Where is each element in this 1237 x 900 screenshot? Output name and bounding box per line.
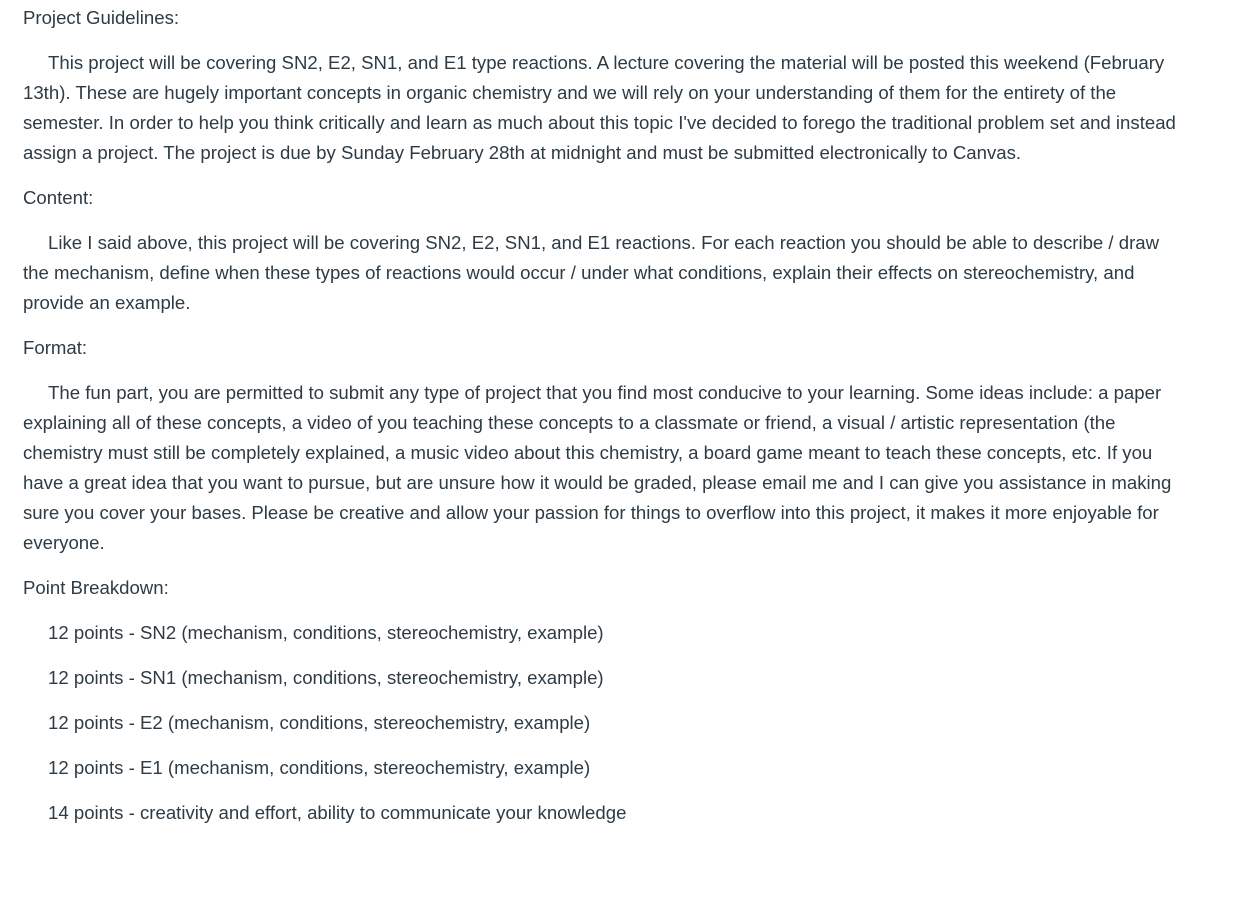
point-breakdown-heading: Point Breakdown: — [23, 577, 169, 598]
point-breakdown-list — [48, 618, 1177, 828]
content-heading: Content: — [23, 187, 94, 208]
point-item-e1: 12 points - E1 (mechanism, conditions, stereochemistry, example) — [48, 757, 591, 778]
guidelines-paragraph: This project will be covering SN2, E2, SN1, and E1 type reactions. A lecture covering the material will be posted this weekend (February 13th). These are hugely important concepts in organic chemistry and we will rely on your understanding of them for the entirety of the semester. In order to help you think critically and learn as much about this topic I've decided to forego the traditional problem set and instead assign a project. The project is due by Sunday February 28th at midnight and must be submitted electronically to Canvas. — [23, 52, 1176, 163]
point-item-creativity: 14 points - creativity and effort, ability to communicate your knowledge — [48, 802, 627, 823]
point-item-e2: 12 points - E2 (mechanism, conditions, stereochemistry, example) — [48, 712, 591, 733]
point-item-sn2: 12 points - SN2 (mechanism, conditions, stereochemistry, example) — [48, 622, 604, 643]
point-item-sn1: 12 points - SN1 (mechanism, conditions, stereochemistry, example) — [48, 667, 604, 688]
format-heading: Format: — [23, 337, 88, 358]
format-paragraph: The fun part, you are permitted to submit any type of project that you find most conducive to your learning. Some ideas include: a paper explaining all of these concepts, a video of you teaching these concepts to a classmate or friend, a visual / artistic representation (the chemistry must still be completely explained, a music video about this chemistry, a board game meant to teach these concepts, etc. If you have a great idea that you want to pursue, but are unsure how it would be graded, please email me and I can give you assistance in making sure you cover your bases. Please be creative and allow your passion for things to overflow into this project, it makes it more enjoyable for everyone. — [23, 382, 1172, 553]
content-paragraph: Like I said above, this project will be covering SN2, E2, SN1, and E1 reactions. For each reaction you should be able to describe / draw the mechanism, define when these types of reactions would occur / under what conditions, explain their effects on stereochemistry, and provide an example. — [23, 232, 1160, 313]
guidelines-heading: Project Guidelines: — [23, 7, 180, 28]
